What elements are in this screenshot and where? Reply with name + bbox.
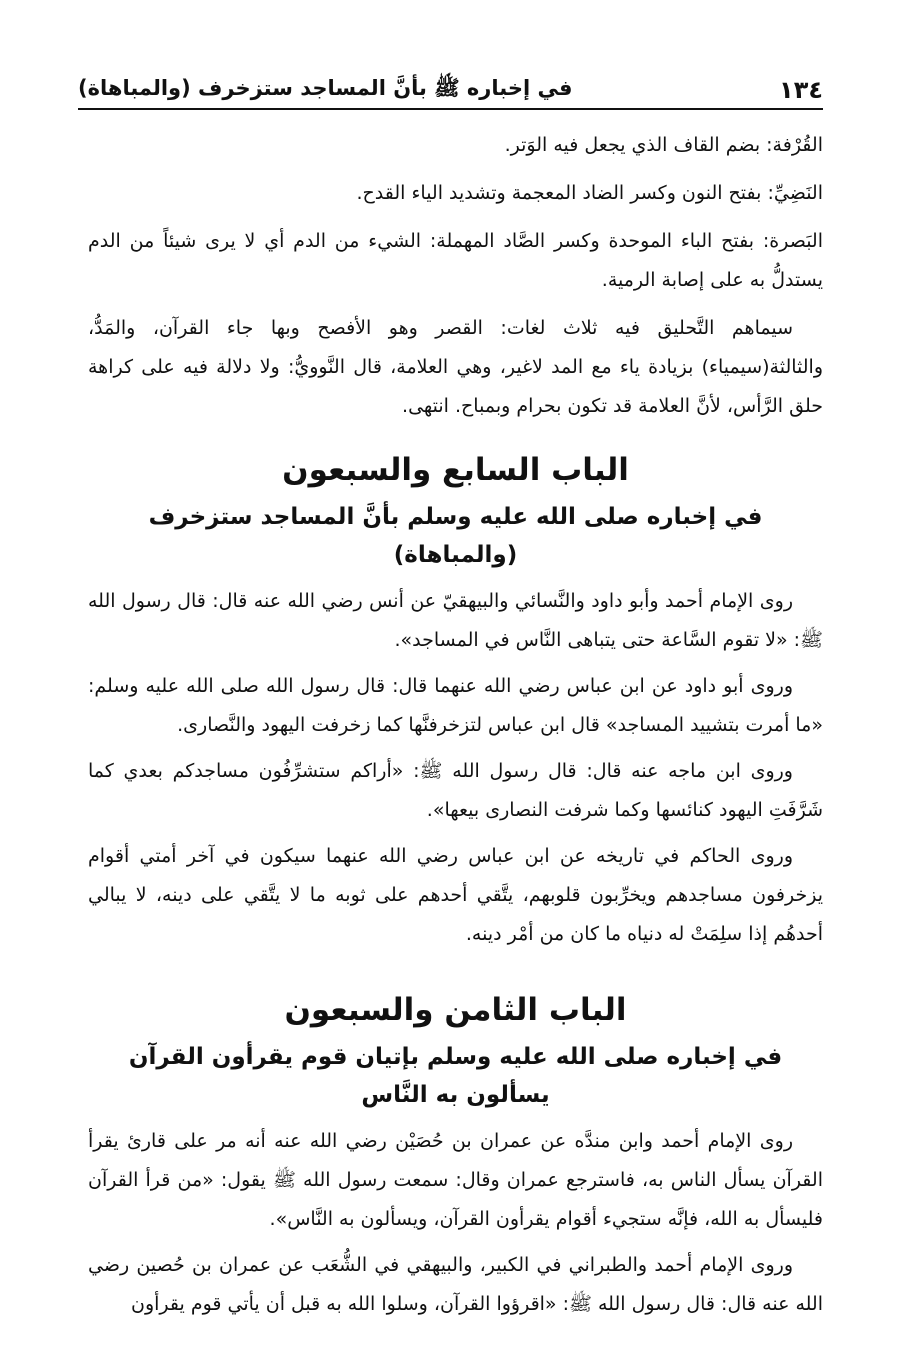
chapter-77 — [88, 448, 823, 954]
running-header — [78, 72, 823, 110]
glossary-entry: البَصرة: بفتح الباء الموحدة وكسر الصَّاد المهملة: الشيء من الدم أي لا يرى شيئاً من الدم يستدلُّ به على إصابة الرمية. — [88, 230, 823, 291]
hadith-paragraph: وروى ابن ماجه عنه قال: قال رسول الله ﷺ: «أراكم ستشرِّفُون مساجدكم بعدي كما شَرَّفَتِ اليهود كنائسها وكما شرفت النصارى بيعها». — [88, 760, 823, 821]
chapter-78 — [88, 988, 823, 1324]
glossary-entry: القُرْفة: بضم القاف الذي يجعل فيه الوَتر. — [504, 134, 823, 156]
hadith-paragraph: روى الإمام أحمد وأبو داود والنَّسائي والبيهقيّ عن أنس رضي الله عنه قال: قال رسول الله ﷺ: «لا تقوم السَّاعة حتى يتباهى النَّاس في المساجد». — [88, 590, 823, 651]
running-title: في إخباره ﷺ بأنَّ المساجد ستزخرف (والمباهاة) — [78, 75, 573, 100]
page-number: ١٣٤ — [779, 76, 823, 104]
page-body — [88, 126, 823, 1331]
chapter-subtitle: في إخباره صلى الله عليه وسلم بإتيان قوم يقرأون القرآن يسألون به النَّاس — [128, 1044, 783, 1108]
chapter-title: الباب السابع والسبعون — [282, 452, 629, 488]
hadith-paragraph: وروى أبو داود عن ابن عباس رضي الله عنهما قال: قال رسول الله صلى الله عليه وسلم: «ما أمرت بتشييد المساجد» قال ابن عباس لتزخرفنَّها كما زخرفت اليهود والنَّصارى. — [88, 675, 823, 736]
chapter-title: الباب الثامن والسبعون — [284, 992, 627, 1028]
hadith-paragraph: روى الإمام أحمد وابن مندَّه عن عمران بن حُصَيْن رضي الله عنه أنه مر على قارئ يقرأ القرآن يسأل الناس به، فاسترجع عمران وقال: سمعت رسول الله ﷺ يقول: «من قرأ القرآن فليسأل به الله، فإنَّه ستجيء أقوام يقرأون القرآن، ويسألون به النَّاس». — [88, 1130, 823, 1230]
glossary-entry: النَضِيِّ: بفتح النون وكسر الضاد المعجمة وتشديد الياء القدح. — [356, 182, 823, 204]
glossary-entry: سيماهم التَّحليق فيه ثلاث لغات: القصر وهو الأفصح وبها جاء القرآن، والمَدُّ، والثالثة(سيمياء) بزيادة ياء مع المد لاغير، وهي العلامة، قال النَّوويُّ: ولا دلالة فيه على كراهة حلق الرَّأس، لأنَّ العلامة قد تكون بحرام وبمباح. انتهى. — [88, 317, 823, 417]
glossary-block — [88, 126, 823, 426]
chapter-subtitle: في إخباره صلى الله عليه وسلم بأنَّ المساجد ستزخرف (والمباهاة) — [148, 504, 763, 568]
hadith-paragraph: وروى الحاكم في تاريخه عن ابن عباس رضي الله عنهما سيكون في آخر أمتي أقوام يزخرفون مساجدهم ويخرِّبون قلوبهم، يتَّقي أحدهم على ثوبه ما لا يتَّقي على دينه، لا يبالي أحدهُم إذا سلِمَتْ له دنياه ما كان من أمْر دينه. — [88, 845, 823, 945]
hadith-paragraph: وروى الإمام أحمد والطبراني في الكبير، والبيهقي في الشُّعَب عن عمران بن حُصين رضي الله عنه قال: قال رسول الله ﷺ: «اقرؤوا القرآن، وسلوا الله به قبل أن يأتي قوم يقرأون — [88, 1254, 823, 1315]
